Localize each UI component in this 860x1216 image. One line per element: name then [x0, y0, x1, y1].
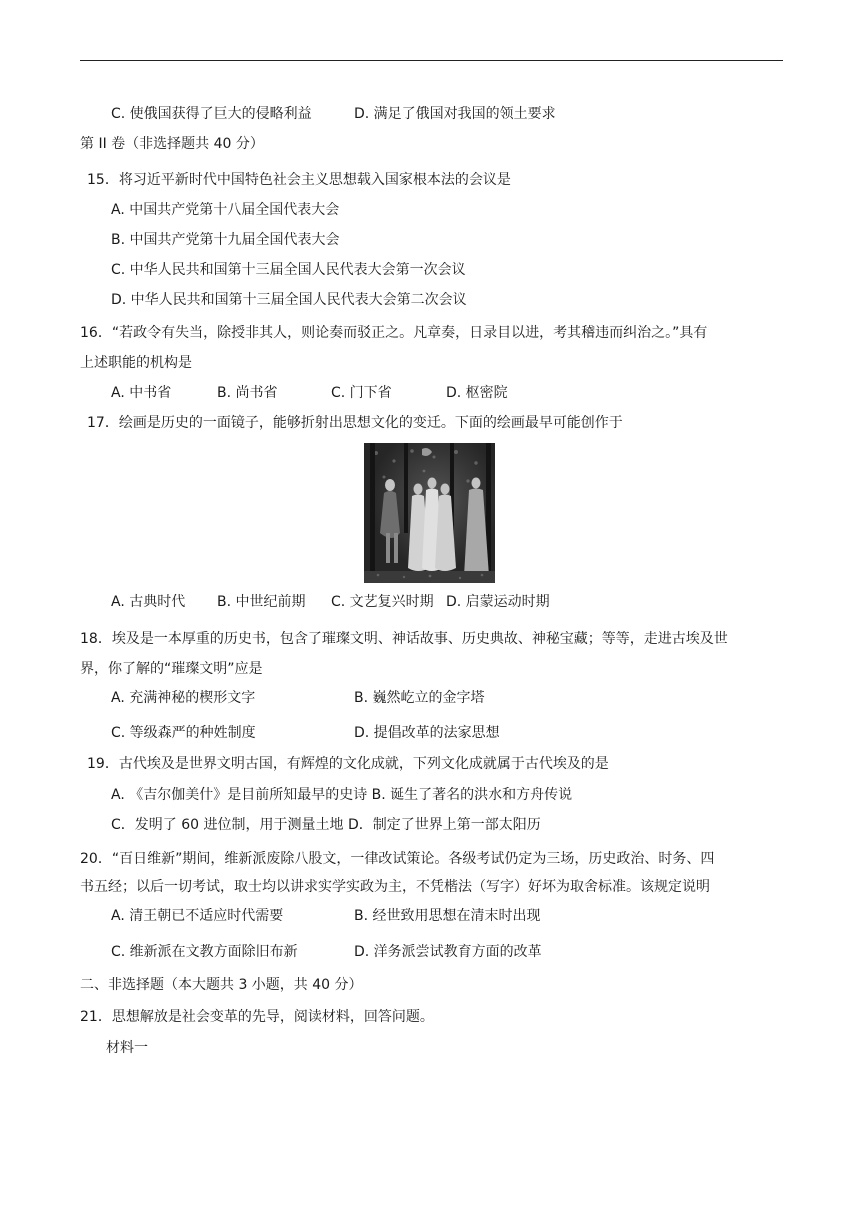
- q17-painting-image: [364, 443, 495, 583]
- q17-option-a: A. 古典时代: [111, 594, 186, 610]
- q18-option-c: C. 等级森严的种姓制度: [111, 725, 256, 741]
- section-2-header: 第 II 卷（非选择题共 40 分）: [80, 136, 264, 152]
- q19-options-cd: C．发明了 60 进位制，用于测量土地 D．制定了世界上第一部太阳历: [111, 817, 541, 833]
- q16-option-a: A. 中书省: [111, 385, 172, 401]
- q19-options-ab: A. 《吉尔伽美什》是目前所知最早的史诗 B. 诞生了著名的洪水和方舟传说: [111, 787, 573, 803]
- q14-option-d: D. 满足了俄国对我国的领土要求: [354, 106, 556, 122]
- q16-stem-line1: 16．“若政令有失当，除授非其人，则论奏而驳正之。凡章奏，日录目以进，考其稽违而纠治之。”具有: [80, 325, 708, 341]
- q15-option-c: C. 中华人民共和国第十三届全国人民代表大会第一次会议: [111, 262, 466, 278]
- q17-stem: 17．绘画是历史的一面镜子，能够折射出思想文化的变迁。下面的绘画最早可能创作于: [87, 415, 623, 431]
- q15-option-b: B. 中国共产党第十九届全国代表大会: [111, 232, 340, 248]
- q16-stem-line2: 上述职能的机构是: [80, 355, 192, 371]
- q21-material1-label: 材料一: [106, 1040, 148, 1056]
- header-rule: [80, 60, 783, 61]
- q20-option-c: C. 维新派在文教方面除旧布新: [111, 944, 298, 960]
- q18-option-b: B. 巍然屹立的金字塔: [354, 690, 485, 706]
- q20-stem-line2: 书五经；以后一切考试，取士均以讲求实学实政为主，不凭楷法（写字）好坏为取舍标准。该规定说明: [80, 879, 710, 895]
- q18-option-d: D. 提倡改革的法家思想: [354, 725, 500, 741]
- q17-option-b: B. 中世纪前期: [217, 594, 306, 610]
- part2-header: 二、非选择题（本大题共 3 小题，共 40 分）: [80, 977, 363, 993]
- q19-stem: 19．古代埃及是世界文明古国，有辉煌的文化成就，下列文化成就属于古代埃及的是: [87, 756, 609, 772]
- q16-option-d: D. 枢密院: [446, 385, 508, 401]
- q16-option-b: B. 尚书省: [217, 385, 278, 401]
- q15-option-d: D. 中华人民共和国第十三届全国人民代表大会第二次会议: [111, 292, 467, 308]
- q17-option-d: D. 启蒙运动时期: [446, 594, 550, 610]
- q14-option-c: C. 使俄国获得了巨大的侵略利益: [111, 106, 312, 122]
- q15-option-a: A. 中国共产党第十八届全国代表大会: [111, 202, 340, 218]
- q15-stem: 15．将习近平新时代中国特色社会主义思想载入国家根本法的会议是: [87, 172, 511, 188]
- q18-stem-line1: 18．埃及是一本厚重的历史书，包含了璀璨文明、神话故事、历史典故、神秘宝藏；等等，走进古埃及世: [80, 631, 728, 647]
- q20-option-b: B. 经世致用思想在清末时出现: [354, 908, 541, 924]
- q17-option-c: C. 文艺复兴时期: [331, 594, 434, 610]
- q16-option-c: C. 门下省: [331, 385, 392, 401]
- q20-option-d: D. 洋务派尝试教育方面的改革: [354, 944, 542, 960]
- q18-stem-line2: 界，你了解的“璀璨文明”应是: [80, 661, 263, 677]
- q20-option-a: A. 清王朝已不适应时代需要: [111, 908, 284, 924]
- q18-option-a: A. 充满神秘的楔形文字: [111, 690, 256, 706]
- q20-stem-line1: 20．“百日维新”期间，维新派废除八股文，一律改试策论。各级考试仍定为三场，历史政治、时务、四: [80, 851, 715, 867]
- q21-stem: 21．思想解放是社会变革的先导，阅读材料，回答问题。: [80, 1009, 434, 1025]
